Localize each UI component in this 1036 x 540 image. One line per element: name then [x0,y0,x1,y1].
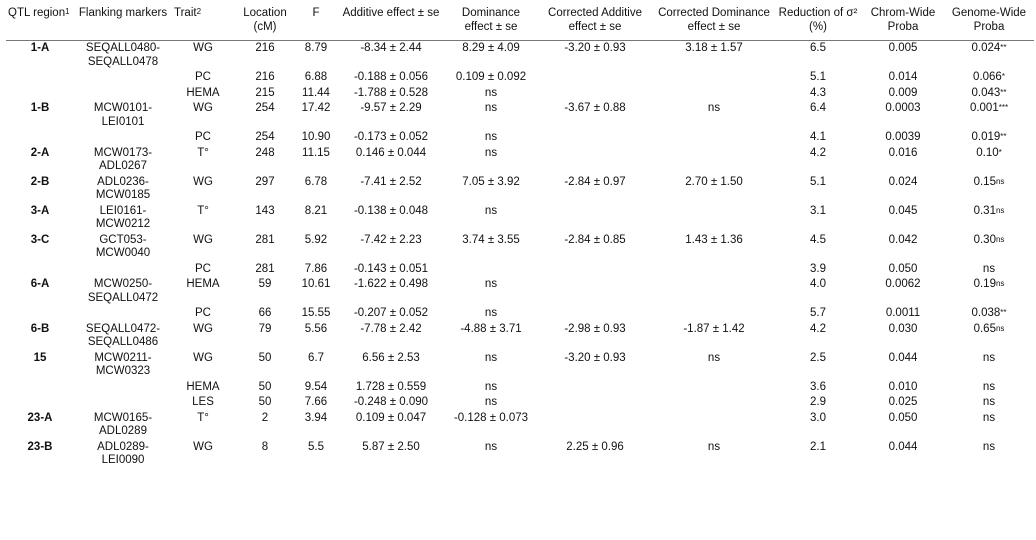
cell-reduction-sigma: 4.3 [810,86,826,99]
cell-location: 50 [258,380,272,393]
cell-additive-effect: 0.146 ± 0.044 [355,146,427,159]
cell-chrom-wide-proba: 0.045 [888,204,918,217]
cell-f: 5.92 [304,233,328,246]
cell-location: 2 [261,411,269,424]
table-row [6,351,1034,380]
significance-marker: *** [998,103,1009,112]
cell-trait: WG [193,42,213,54]
cell-chrom-wide-proba: 0.005 [888,42,918,54]
genome-wide-value: 0.043 [971,86,1001,99]
cell-corrected-dominance: 2.70 ± 1.50 [685,175,743,188]
cell-trait: WG [193,102,213,114]
cell-genome-wide-proba [944,440,1034,469]
cell-qtl-region [6,130,74,146]
cell-reduction-sigma: 2.5 [810,351,826,364]
cell-additive-effect: 0.109 ± 0.047 [355,411,427,424]
table-row [6,440,1034,469]
genome-wide-value: 0.19 [973,278,996,290]
table-row [6,101,1034,130]
cell-f: 9.54 [304,380,328,393]
cell-f: 17.42 [301,102,331,114]
table-row [6,306,1034,322]
genome-wide-value: ns [982,411,996,424]
cell-f: 8.79 [304,42,328,54]
cell-qtl-region: 23-A [27,411,53,424]
cell-reduction-sigma: 4.2 [810,322,826,335]
cell-additive-effect: 1.728 ± 0.559 [355,380,427,393]
cell-corrected-additive: 2.25 ± 0.96 [566,440,624,453]
cell-location: 254 [255,102,275,114]
cell-flanking-markers [74,130,172,146]
cell-dominance-effect [446,262,536,278]
table-row [6,146,1034,175]
cell-flanking-markers: ADL0236-MCW0185 [95,175,151,201]
cell-genome-wide-proba [944,130,1034,146]
cell-qtl-region: 3-A [30,204,50,217]
cell-qtl-region [6,86,74,102]
cell-corrected-dominance [654,380,774,396]
cell-corrected-additive [536,262,654,278]
cell-f: 6.88 [304,71,328,83]
cell-corrected-additive: -3.20 ± 0.93 [564,42,626,54]
cell-corrected-dominance: -1.87 ± 1.42 [683,322,745,335]
cell-qtl-region [6,70,74,86]
cell-qtl-region: 6-B [30,322,50,335]
header-qtl-region: QTL region$^1$ [6,3,74,41]
cell-flanking-markers: ADL0289-LEI0090 [97,440,149,466]
cell-dominance-effect: ns [484,380,498,393]
cell-corrected-additive [536,306,654,322]
cell-location: 216 [255,42,275,54]
cell-dominance-effect: 3.74 ± 3.55 [462,233,520,246]
cell-trait: HEMA [186,86,220,99]
cell-genome-wide-proba [944,146,1034,175]
cell-location: 281 [255,233,275,246]
table-row [6,41,1034,71]
cell-flanking-markers [74,306,172,322]
cell-chrom-wide-proba: 0.042 [888,233,918,246]
cell-corrected-dominance [654,146,774,175]
cell-qtl-region: 15 [33,351,47,364]
cell-corrected-dominance [654,262,774,278]
header-genome-wide-proba: Genome-Wide Proba [944,3,1034,41]
cell-corrected-additive [536,395,654,411]
cell-additive-effect: 5.87 ± 2.50 [362,440,420,453]
table-row [6,411,1034,440]
cell-corrected-dominance [654,86,774,102]
cell-reduction-sigma: 4.1 [810,131,826,143]
cell-trait: WG [193,440,213,453]
cell-genome-wide-proba [944,204,1034,233]
cell-dominance-effect: ns [484,351,498,364]
cell-corrected-dominance: ns [707,351,721,364]
cell-flanking-markers [74,380,172,396]
cell-chrom-wide-proba: 0.044 [888,351,918,364]
significance-marker: * [1001,72,1005,81]
genome-wide-value: 0.019 [971,131,1001,143]
genome-wide-value: 0.31 [973,204,996,217]
cell-corrected-additive: -2.98 ± 0.93 [564,322,626,335]
cell-additive-effect: -0.207 ± 0.052 [353,307,429,319]
cell-dominance-effect: ns [484,146,498,159]
cell-corrected-additive [536,146,654,175]
cell-genome-wide-proba [944,380,1034,396]
header-flanking-markers: Flanking markers [74,3,172,41]
cell-dominance-effect: 8.29 ± 4.09 [462,42,520,54]
cell-reduction-sigma: 2.1 [810,440,826,453]
cell-genome-wide-proba [944,233,1034,262]
cell-location: 216 [255,71,275,83]
header-corrected-dominance: Corrected Dominance effect ± se [654,3,774,41]
table-body [6,41,1034,469]
cell-genome-wide-proba [944,262,1034,278]
header-corrected-additive: Corrected Additive effect ± se [536,3,654,41]
cell-corrected-additive [536,411,654,440]
cell-genome-wide-proba [944,322,1034,351]
cell-trait: T° [197,146,209,159]
cell-f: 6.7 [308,351,324,364]
significance-marker: * [998,147,1002,157]
cell-trait: WG [193,322,213,335]
cell-f: 8.21 [304,204,328,217]
cell-reduction-sigma: 3.6 [810,380,826,393]
cell-trait: WG [193,351,213,364]
cell-trait: T° [197,411,209,424]
cell-dominance-effect: ns [484,440,498,453]
cell-genome-wide-proba [944,411,1034,440]
cell-chrom-wide-proba: 0.010 [888,380,918,393]
cell-flanking-markers [74,70,172,86]
cell-qtl-region: 23-B [27,440,53,453]
cell-f: 5.56 [304,322,328,335]
cell-location: 248 [255,146,275,159]
cell-reduction-sigma: 3.0 [810,411,826,424]
cell-qtl-region: 1-B [30,102,50,114]
genome-wide-value: ns [982,396,996,408]
cell-dominance-effect: ns [484,307,498,319]
cell-flanking-markers: MCW0250-SEQALL0472 [87,278,159,304]
cell-reduction-sigma: 4.2 [810,146,826,159]
genome-wide-value: 0.038 [971,307,1001,319]
cell-chrom-wide-proba: 0.0039 [885,131,921,143]
table-row [6,322,1034,351]
cell-dominance-effect: ns [484,102,498,114]
cell-f: 6.78 [304,175,328,188]
cell-f: 15.55 [301,307,331,319]
cell-reduction-sigma: 5.1 [810,175,826,188]
cell-f: 11.15 [302,146,330,159]
cell-genome-wide-proba [944,306,1034,322]
cell-dominance-effect: 0.109 ± 0.092 [455,71,527,83]
cell-corrected-additive [536,130,654,146]
cell-location: 66 [258,307,272,319]
cell-additive-effect: -0.138 ± 0.048 [353,204,429,217]
header-dominance-effect: Dominance effect ± se [446,3,536,41]
cell-chrom-wide-proba: 0.0011 [885,307,921,319]
genome-wide-value: 0.15 [973,175,996,188]
cell-trait: PC [195,262,211,275]
genome-wide-value: 0.30 [973,233,996,246]
cell-additive-effect: -1.788 ± 0.528 [353,86,429,99]
cell-qtl-region [6,262,74,278]
cell-location: 59 [258,278,272,290]
cell-flanking-markers: MCW0101-LEI0101 [93,102,153,128]
genome-wide-value: 0.066 [973,71,1002,83]
header-chrom-wide-proba: Chrom-Wide Proba [862,3,944,41]
cell-location: 50 [258,396,272,408]
genome-wide-value: 0.024 [971,42,1001,54]
cell-reduction-sigma: 3.9 [810,262,826,275]
genome-wide-value: ns [982,262,996,275]
header-reduction-sigma: Reduction of σ² (%) [774,3,862,41]
cell-additive-effect: 6.56 ± 2.53 [362,351,420,364]
genome-wide-value: 0.10 [976,146,999,159]
cell-flanking-markers: MCW0165-ADL0289 [93,411,153,437]
cell-qtl-region [6,395,74,411]
cell-chrom-wide-proba: 0.030 [888,322,918,335]
cell-qtl-region: 2-B [30,175,50,188]
cell-chrom-wide-proba: 0.024 [888,175,918,188]
genome-wide-value: 0.001 [969,102,999,114]
genome-wide-value: ns [982,440,996,453]
cell-corrected-dominance: 1.43 ± 1.36 [685,233,743,246]
cell-dominance-effect: ns [484,131,498,143]
cell-chrom-wide-proba: 0.0062 [885,278,921,290]
cell-location: 79 [258,322,272,335]
cell-f: 10.90 [301,131,331,143]
table-row [6,86,1034,102]
cell-flanking-markers [74,395,172,411]
cell-reduction-sigma: 6.4 [810,102,826,114]
cell-corrected-dominance [654,277,774,306]
cell-corrected-additive: -2.84 ± 0.97 [564,175,626,188]
cell-f: 3.94 [304,411,328,424]
cell-genome-wide-proba [944,70,1034,86]
cell-qtl-region: 1-A [30,42,50,54]
cell-dominance-effect: -0.128 ± 0.073 [453,411,529,424]
cell-qtl-region [6,380,74,396]
header-trait: Trait$^2$ [172,3,234,41]
cell-corrected-dominance [654,411,774,440]
cell-chrom-wide-proba: 0.025 [888,396,918,408]
cell-genome-wide-proba [944,41,1034,71]
significance-marker: ** [1000,308,1007,317]
cell-location: 50 [258,351,272,364]
table-row [6,380,1034,396]
cell-corrected-additive [536,380,654,396]
cell-additive-effect: -7.41 ± 2.52 [360,175,422,188]
cell-additive-effect: -8.34 ± 2.44 [360,42,422,54]
cell-location: 215 [255,86,275,99]
cell-corrected-dominance [654,130,774,146]
cell-trait: HEMA [186,278,220,290]
genome-wide-value: ns [982,380,996,393]
cell-corrected-additive [536,204,654,233]
significance-marker: ns [995,323,1005,333]
cell-qtl-region: 6-A [30,278,50,290]
cell-corrected-additive: -3.67 ± 0.88 [564,102,626,114]
cell-reduction-sigma: 5.7 [810,307,826,319]
cell-trait: PC [195,307,211,319]
table-row [6,395,1034,411]
cell-additive-effect: -1.622 ± 0.498 [353,278,429,290]
significance-marker: ns [995,176,1005,186]
cell-genome-wide-proba [944,86,1034,102]
genome-wide-value: ns [982,351,996,364]
cell-dominance-effect: -4.88 ± 3.71 [460,322,522,335]
cell-corrected-dominance [654,395,774,411]
cell-genome-wide-proba [944,101,1034,130]
cell-corrected-dominance [654,306,774,322]
cell-flanking-markers: MCW0211-MCW0323 [94,351,152,377]
cell-location: 254 [255,131,275,143]
cell-corrected-additive: -3.20 ± 0.93 [564,351,626,364]
cell-chrom-wide-proba: 0.0003 [885,102,921,114]
header-additive-effect: Additive effect ± se [336,3,446,41]
cell-additive-effect: -0.188 ± 0.056 [353,71,429,83]
cell-additive-effect: -7.42 ± 2.23 [360,233,422,246]
table-row [6,175,1034,204]
genome-wide-value: 0.65 [973,322,996,335]
significance-marker: ** [1000,87,1007,97]
cell-f: 5.5 [308,440,324,453]
cell-chrom-wide-proba: 0.009 [888,86,918,99]
cell-trait: LES [192,396,214,408]
cell-trait: WG [193,233,213,246]
cell-corrected-additive [536,70,654,86]
cell-qtl-region: 2-A [30,146,50,159]
cell-dominance-effect: ns [484,396,498,408]
header-location: Location (cM) [234,3,296,41]
table-row [6,204,1034,233]
cell-flanking-markers: MCW0173-ADL0267 [93,146,153,172]
cell-flanking-markers: GCT053-MCW0040 [95,233,151,259]
table-row [6,130,1034,146]
cell-reduction-sigma: 5.1 [810,71,826,83]
cell-reduction-sigma: 2.9 [810,396,826,408]
cell-corrected-dominance: ns [707,102,721,114]
cell-trait: PC [195,131,211,143]
cell-flanking-markers: LEI0161-MCW0212 [95,204,151,230]
table-row [6,262,1034,278]
cell-trait: PC [195,71,211,83]
significance-marker: ns [995,279,1005,288]
cell-flanking-markers: SEQALL0480-SEQALL0478 [85,42,161,68]
cell-location: 143 [255,204,275,217]
qtl-table [6,3,1034,469]
header-row [6,3,1034,41]
cell-corrected-additive [536,277,654,306]
cell-genome-wide-proba [944,175,1034,204]
cell-additive-effect: -0.173 ± 0.052 [353,131,429,143]
cell-trait: WG [193,175,213,188]
significance-marker: ** [1000,43,1007,52]
cell-flanking-markers: SEQALL0472-SEQALL0486 [85,322,161,348]
cell-dominance-effect: ns [484,278,498,290]
cell-reduction-sigma: 3.1 [810,204,826,217]
table-row [6,233,1034,262]
cell-flanking-markers [74,262,172,278]
cell-reduction-sigma: 4.0 [810,278,826,290]
cell-chrom-wide-proba: 0.050 [888,411,918,424]
cell-f: 10.61 [301,278,331,290]
cell-dominance-effect: ns [484,204,498,217]
cell-location: 297 [255,175,275,188]
cell-qtl-region: 3-C [30,233,50,246]
cell-f: 7.66 [304,396,328,408]
table-row [6,70,1034,86]
cell-additive-effect: -0.143 ± 0.051 [353,262,429,275]
cell-dominance-effect: 7.05 ± 3.92 [462,175,520,188]
cell-genome-wide-proba [944,351,1034,380]
cell-corrected-dominance: ns [707,440,721,453]
cell-genome-wide-proba [944,277,1034,306]
cell-location: 281 [255,262,275,275]
cell-chrom-wide-proba: 0.016 [888,146,918,159]
cell-trait: HEMA [186,380,220,393]
cell-additive-effect: -0.248 ± 0.090 [353,396,429,408]
cell-chrom-wide-proba: 0.050 [888,262,918,275]
cell-f: 7.86 [304,262,328,275]
cell-trait: T° [197,204,209,217]
cell-qtl-region [6,306,74,322]
table-row [6,277,1034,306]
cell-corrected-dominance: 3.18 ± 1.57 [685,42,743,54]
cell-reduction-sigma: 4.5 [810,233,826,246]
header-f: F [296,3,336,41]
significance-marker: ** [1000,132,1007,141]
cell-additive-effect: -9.57 ± 2.29 [360,102,422,114]
cell-chrom-wide-proba: 0.044 [888,440,918,453]
cell-location: 8 [261,440,269,453]
cell-corrected-additive [536,86,654,102]
cell-additive-effect: -7.78 ± 2.42 [360,322,422,335]
cell-f: 11.44 [302,86,330,99]
cell-corrected-dominance [654,204,774,233]
cell-corrected-dominance [654,70,774,86]
significance-marker: ns [995,234,1005,244]
cell-dominance-effect: ns [484,86,498,99]
significance-marker: ns [995,205,1005,215]
cell-flanking-markers [74,86,172,102]
cell-genome-wide-proba [944,395,1034,411]
cell-reduction-sigma: 6.5 [810,42,826,54]
cell-chrom-wide-proba: 0.014 [888,71,918,83]
cell-corrected-additive: -2.84 ± 0.85 [564,233,626,246]
